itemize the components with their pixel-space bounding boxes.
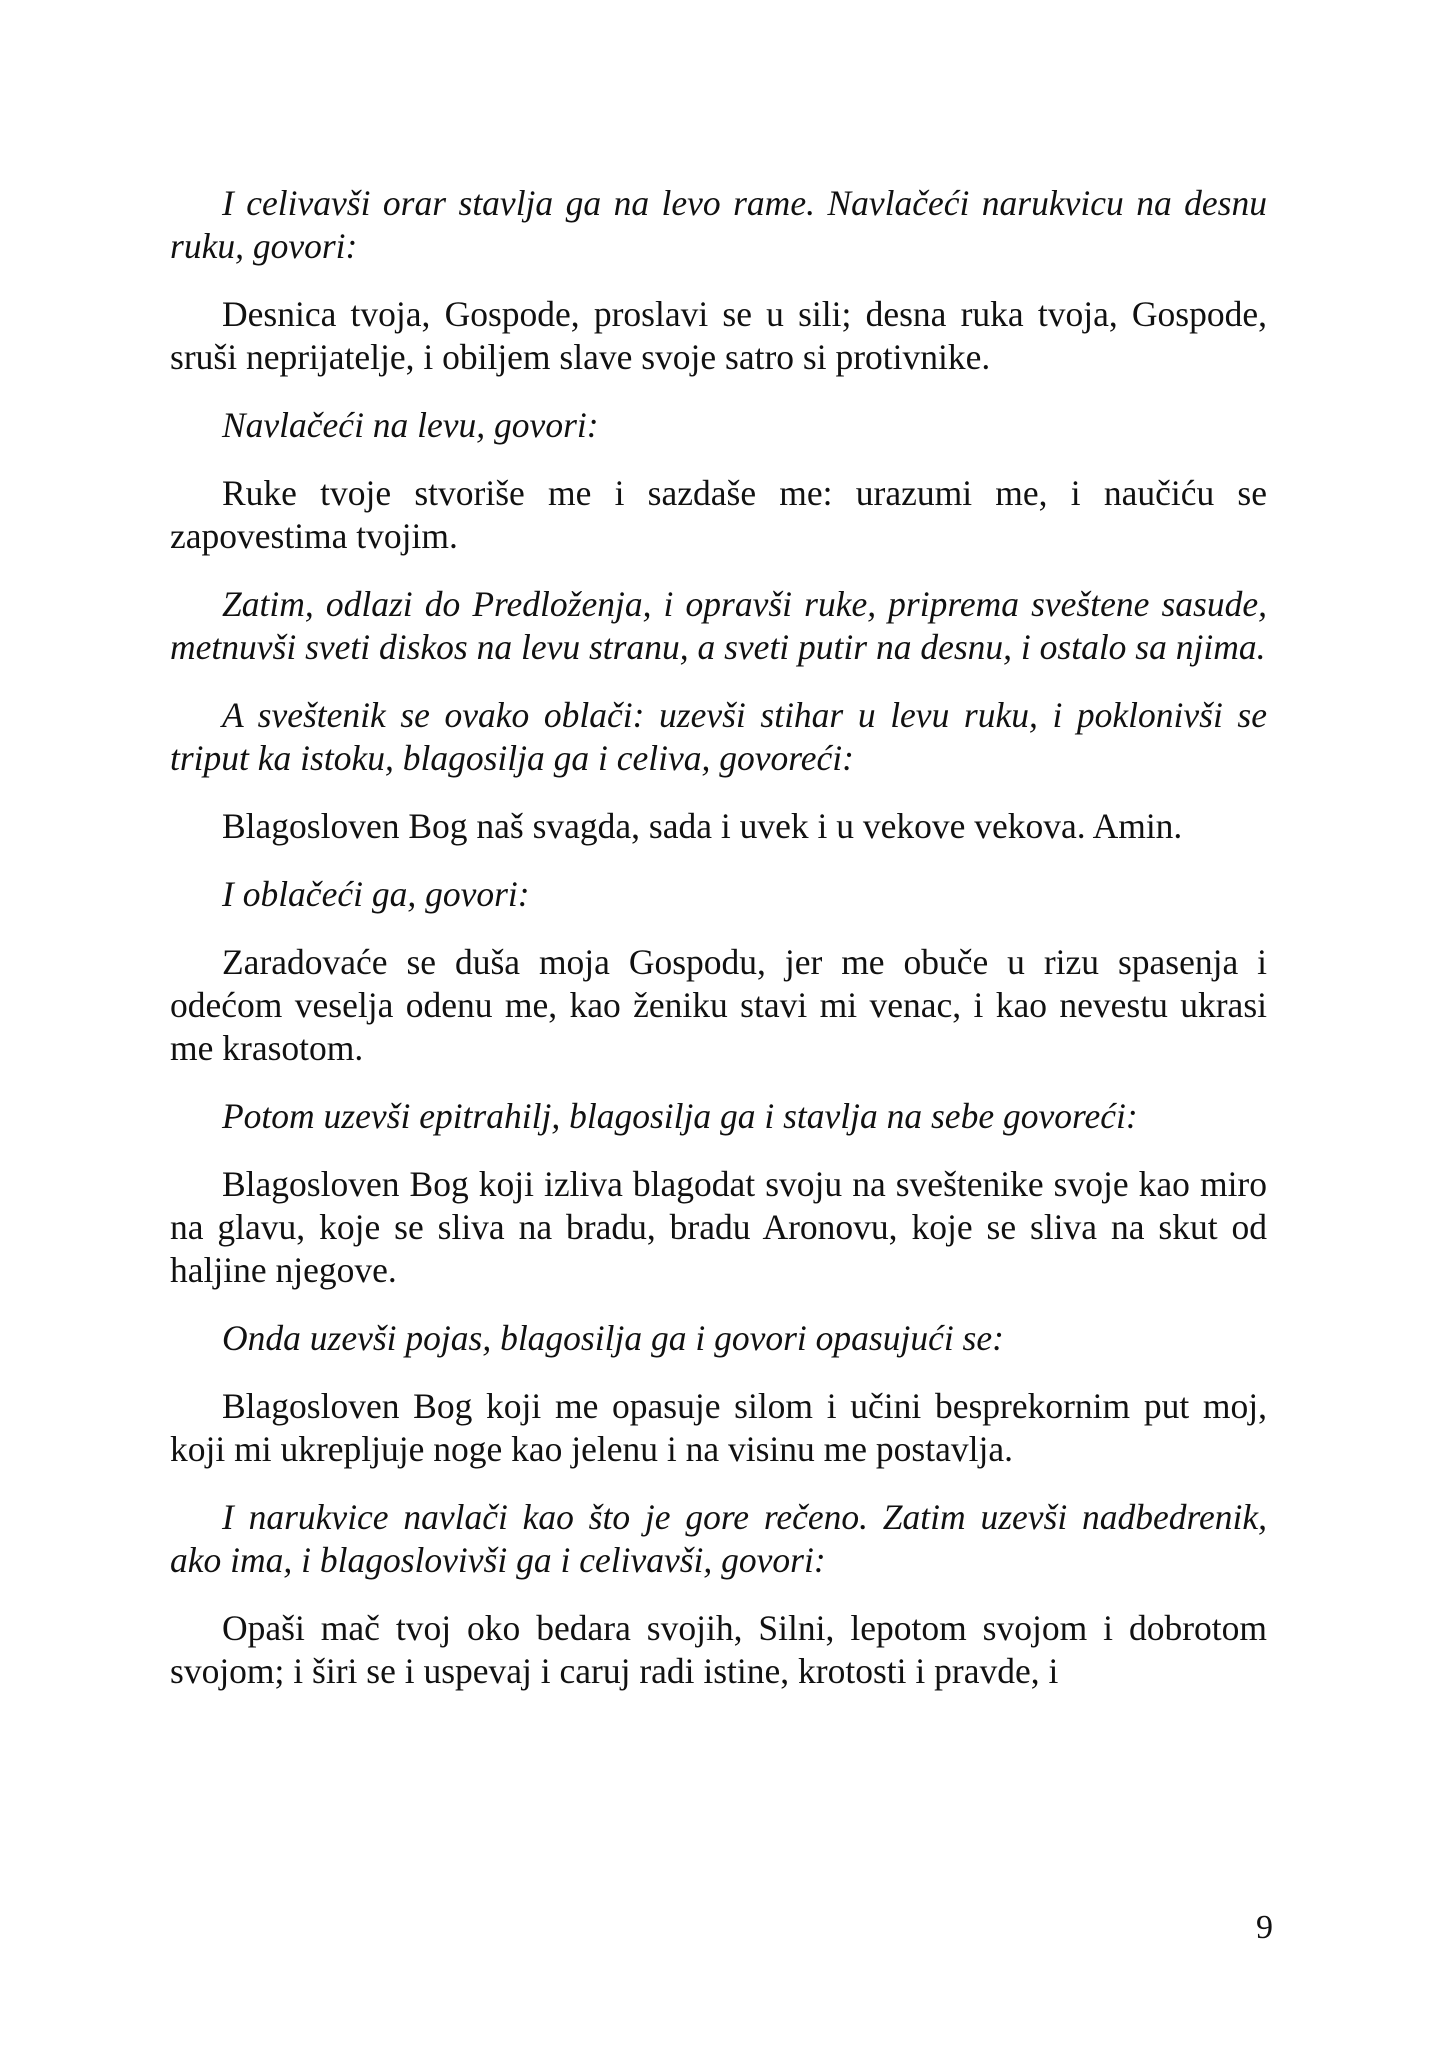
- prayer-paragraph: Blagosloven Bog koji me opasuje silom i učini besprekornim put moj, koji mi ukrepljuje noge kao jelenu i na visinu me postavlja.: [170, 1386, 1267, 1469]
- page-body: [170, 182, 1267, 1718]
- rubric-paragraph: A sveštenik se ovako oblači: uzevši stihar u levu ruku, i poklonivši se triput ka istoku, blagosilja ga i celiva, govoreći:: [170, 695, 1267, 778]
- prayer-paragraph: Zaradovaće se duša moja Gospodu, jer me obuče u rizu spasenja i odećom veselja odenu me, kao ženiku stavi mi venac, i kao nevestu ukrasi me krasotom.: [170, 942, 1267, 1068]
- prayer-paragraph: Ruke tvoje stvoriše me i sazdaše me: urazumi me, i naučiću se zapovestima tvojim.: [170, 473, 1267, 556]
- rubric-paragraph: I narukvice navlači kao što je gore rečeno. Zatim uzevši nadbedrenik, ako ima, i blagoslovivši ga i celivavši, govori:: [170, 1497, 1267, 1580]
- rubric-paragraph: Navlačeći na levu, govori:: [222, 405, 599, 445]
- prayer-paragraph: Blagosloven Bog koji izliva blagodat svoju na sveštenike svoje kao miro na glavu, koje se sliva na bradu, bradu Aronovu, koje se sliva na skut od haljine njegove.: [170, 1164, 1267, 1290]
- rubric-paragraph: I oblačeći ga, govori:: [222, 874, 530, 914]
- prayer-paragraph: Opaši mač tvoj oko bedara svojih, Silni, lepotom svojom i dobrotom svojom; i širi se i uspevaj i caruj radi istine, krotosti i pravde, i: [170, 1608, 1267, 1691]
- page-number: 9: [1256, 1909, 1273, 1946]
- rubric-paragraph: I celivavši orar stavlja ga na levo rame. Navlačeći narukvicu na desnu ruku, govori:: [170, 183, 1267, 266]
- prayer-paragraph: Blagosloven Bog naš svagda, sada i uvek i u vekove vekova. Amin.: [222, 806, 1183, 846]
- rubric-paragraph: Zatim, odlazi do Predloženja, i opravši ruke, priprema sveštene sasude, metnuvši sveti diskos na levu stranu, a sveti putir na desnu, i ostalo sa njima.: [170, 584, 1267, 667]
- rubric-paragraph: Onda uzevši pojas, blagosilja ga i govori opasujući se:: [222, 1318, 1004, 1358]
- rubric-paragraph: Potom uzevši epitrahilj, blagosilja ga i stavlja na sebe govoreći:: [222, 1096, 1138, 1136]
- prayer-paragraph: Desnica tvoja, Gospode, proslavi se u sili; desna ruka tvoja, Gospode, sruši neprijatelje, i obiljem slave svoje satro si protivnike.: [170, 294, 1267, 377]
